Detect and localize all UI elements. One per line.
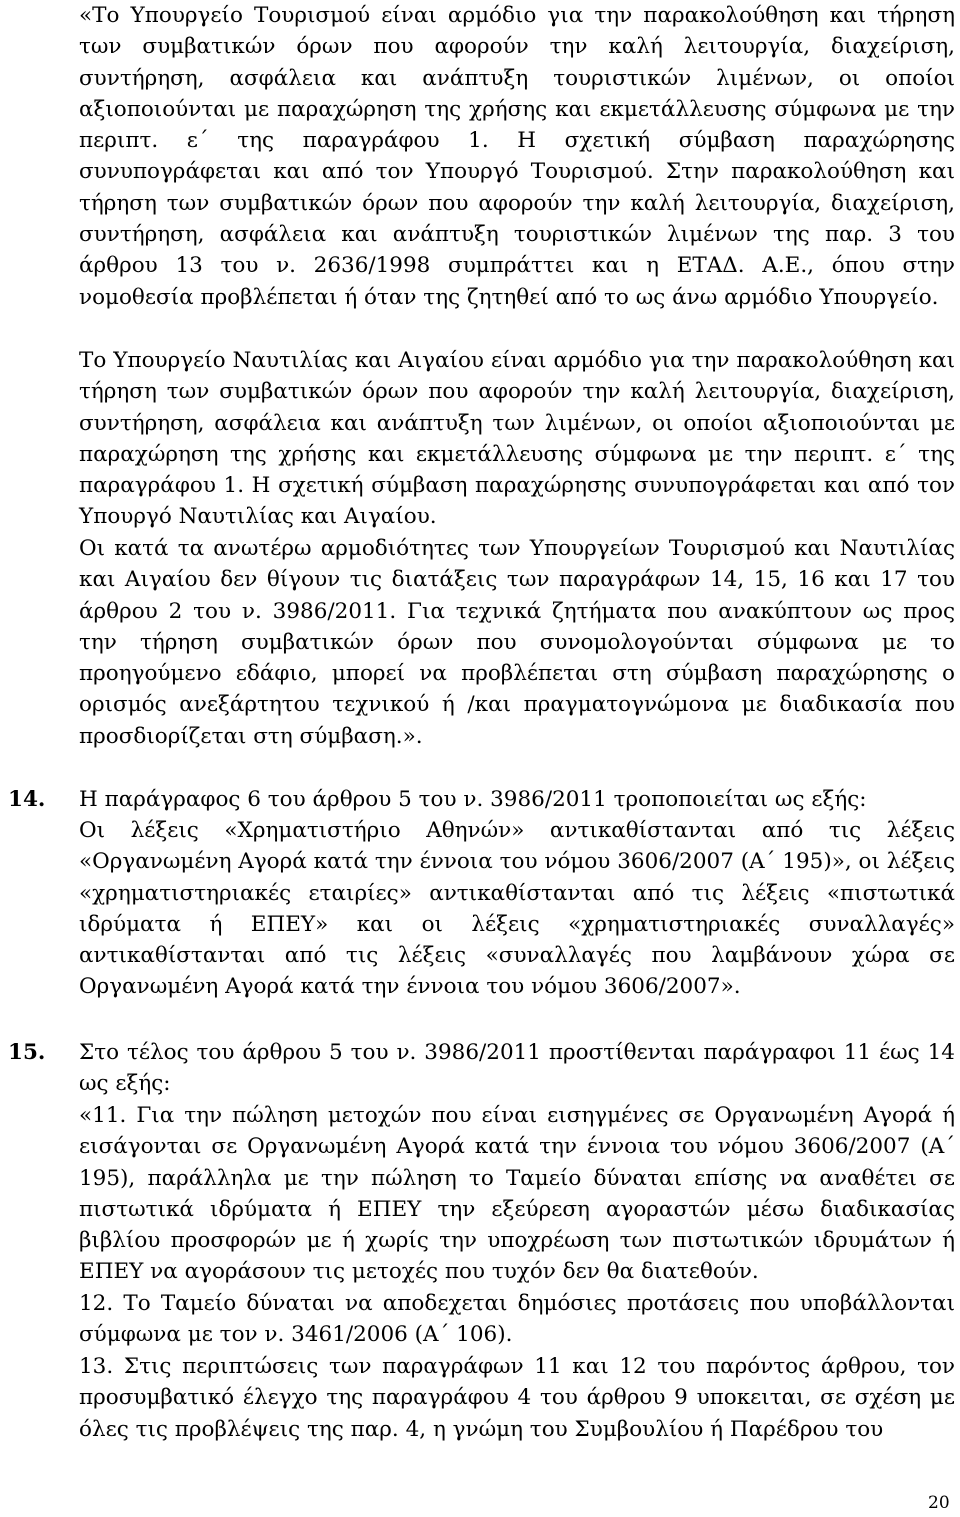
- item-15-number: 15.: [8, 1040, 46, 1065]
- item-14-heading: Η παράγραφος 6 του άρθρου 5 του ν. 3986/2011 τροποποιείται ως εξής:: [79, 787, 867, 812]
- paragraph-tourism-ministry: «Το Υπουργείο Τουρισμού είναι αρμόδιο για την παρακολούθηση και τήρηση των συμβατικών όρων που αφορούν την καλή λειτουργία, διαχείριση, συντήρηση, ασφάλεια και ανάπτυξη τουριστικών λιμένων, οι οποίοι αξιοποιούνται με παραχώρηση της χρήσης και εκμετάλλευσης σύμφωνα με την περιπτ. ε΄ της παραγράφου 1. Η σχετική σύμβαση παραχώρησης συνυπογράφεται και από τον Υπουργό Τουρισμού. Στην παρακολούθηση και τήρηση των συμβατικών όρων που αφορούν την καλή λειτουργία, διαχείριση, συντήρηση, ασφάλεια και ανάπτυξη τουριστικών λιμένων της παρ. 3 του άρθρου 13 του ν. 2636/1998 συμπράττει και η ΕΤΑΔ. Α.Ε., όπου στην νομοθεσία προβλέπεται ή όταν της ζητηθεί από το ως άνω αρμόδιο Υπουργείο.: [79, 3, 955, 310]
- item-14-number: 14.: [8, 787, 46, 812]
- paragraph-competences: Οι κατά τα ανωτέρω αρμοδιότητες των Υπουργείων Τουρισμού και Ναυτιλίας και Αιγαίου δεν θίγουν τις διατάξεις των παραγράφων 14, 15, 16 και 17 του άρθρου 2 του ν. 3986/2011. Για τεχνικά ζητήματα που ανακύπτουν ως προς την τήρηση συμβατικών όρων που συνομολογούνται σύμφωνα με το προηγούμενο εδάφιο, μπορεί να προβλέπεται στη σύμβαση παραχώρησης ο ορισμός ανεξάρτητου τεχνικού ή /και πραγματογνώμονα με διαδικασία που προσδιορίζεται στη σύμβαση.».: [79, 536, 955, 749]
- item-14-body: Οι λέξεις «Χρηματιστήριο Αθηνών» αντικαθίστανται από τις λέξεις «Οργανωμένη Αγορά κατά την έννοια του νόμου 3606/2007 (Α΄ 195)», οι λέξεις «χρηματιστηριακές εταιρίες» αντικαθίστανται από τις λέξεις «πιστωτικά ιδρύματα ή ΕΠΕΥ» και οι λέξεις «χρηματιστηριακές συναλλαγές» αντικαθίστανται από τις λέξεις «συναλλαγές που λαμβάνουν χώρα σε Οργανωμένη Αγορά κατά την έννοια του νόμου 3606/2007».: [79, 818, 955, 1000]
- paragraph-shipping-ministry: Το Υπουργείο Ναυτιλίας και Αιγαίου είναι αρμόδιο για την παρακολούθηση και τήρηση των συμβατικών όρων που αφορούν την καλή λειτουργία, διαχείριση, συντήρηση, ασφάλεια και ανάπτυξη των λιμένων, οι οποίοι αξιοποιούνται με παραχώρηση της χρήσης και εκμετάλλευσης σύμφωνα με την περιπτ. ε΄ της παραγράφου 1. Η σχετική σύμβαση παραχώρησης συνυπογράφεται και από τον Υπουργό Ναυτιλίας και Αιγαίου.: [79, 348, 955, 530]
- item-15-paragraph-12: 12. Το Ταμείο δύναται να αποδεχεται δημόσιες προτάσεις που υποβάλλονται σύμφωνα με τον ν. 3461/2006 (Α΄ 106).: [79, 1291, 955, 1348]
- page-number: 20: [928, 1493, 950, 1513]
- item-15-heading: Στο τέλος του άρθρου 5 του ν. 3986/2011 προστίθενται παράγραφοι 11 έως 14 ως εξής:: [79, 1040, 955, 1097]
- item-15-paragraph-11: «11. Για την πώληση μετοχών που είναι εισηγμένες σε Οργανωμένη Αγορά ή εισάγονται σε Οργανωμένη Αγορά κατά την έννοια του νόμου 3606/2007 (Α΄ 195), παράλληλα με την πώληση το Ταμείο δύναται επίσης να αναθέτει σε πιστωτικά ιδρύματα ή ΕΠΕΥ την εξεύρεση αγοραστών μέσω διαδικασίας βιβλίου προσφορών με ή χωρίς την υποχρέωση των πιστωτικών ιδρυμάτων ή ΕΠΕΥ να αγοράσουν τις μετοχές που τυχόν δεν θα διατεθούν.: [79, 1103, 955, 1285]
- item-15-paragraph-13: 13. Στις περιπτώσεις των παραγράφων 11 και 12 του παρόντος άρθρου, τον προσυμβατικό έλεγχο της παραγράφου 4 του άρθρου 9 υποκειται, σε σχέση με όλες τις προβλέψεις της παρ. 4, η γνώμη του Συμβουλίου ή Παρέδρου του: [79, 1354, 955, 1442]
